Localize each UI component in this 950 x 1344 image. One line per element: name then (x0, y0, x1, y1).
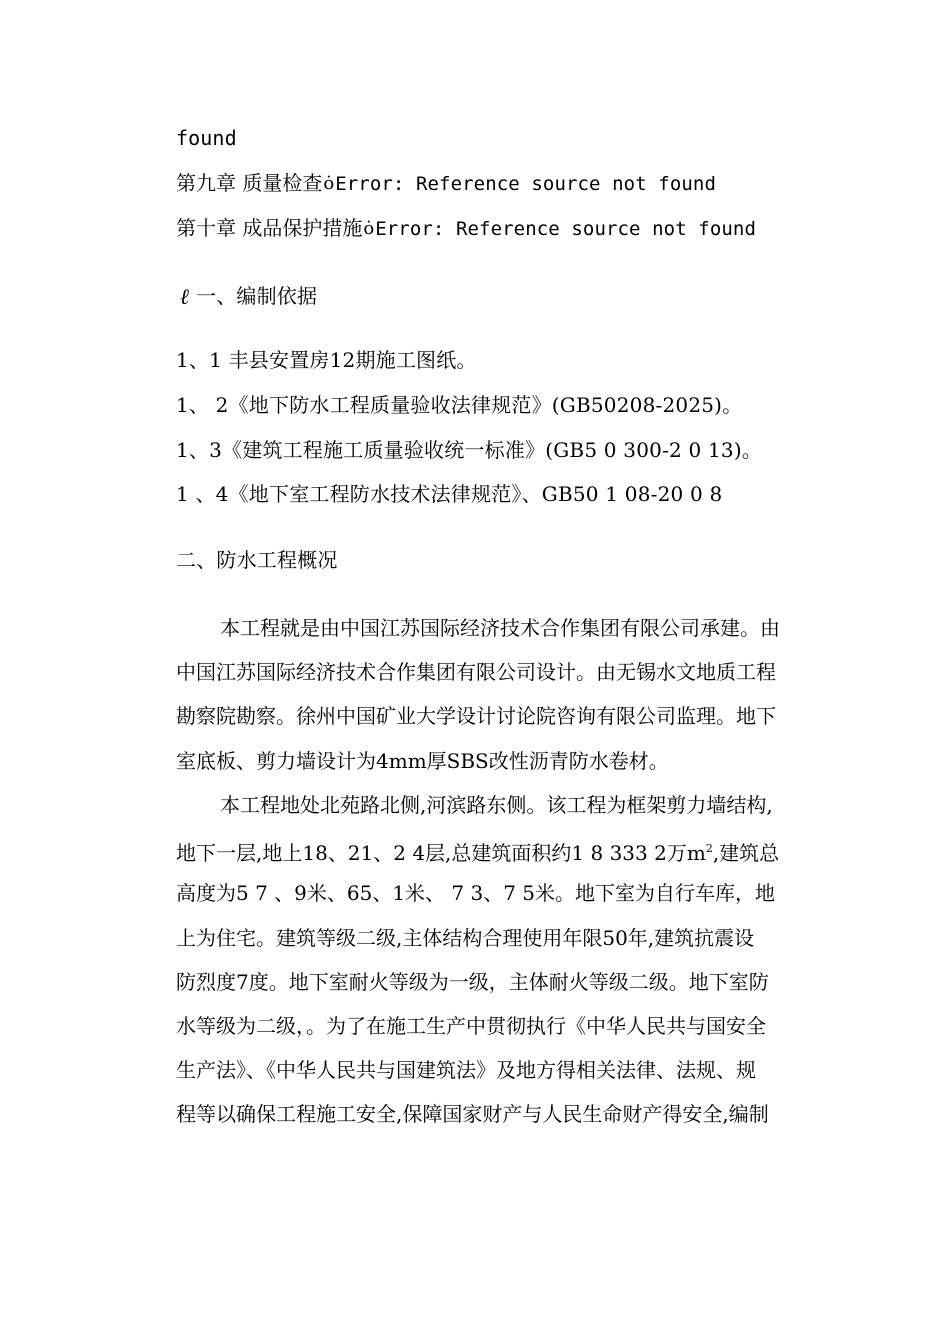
toc-chapter-10-label: 第十章 成品保护措施 (176, 216, 363, 240)
toc-anchor-mark-icon: ȯ (363, 218, 375, 239)
paragraph-line: 室底板、剪力墙设计为4mm厚SBS改性沥青防水卷材。 (176, 748, 669, 773)
paragraph-line: 上为住宅。建筑等级二级,主体结构合理使用年限50年,建筑抗震设 (176, 925, 755, 950)
toc-chapter-9[interactable] (176, 171, 716, 197)
overview-paragraph-2 (176, 783, 852, 1137)
paragraph-line: 防烈度7度。地下室耐火等级为一级，主体耐火等级二级。地下室防 (176, 969, 769, 994)
paragraph-line: 程等以确保工程施工安全,保障国家财产与人民生命财产得安全,编制 (176, 1102, 769, 1127)
section-2-heading: 二、防水工程概况 (176, 548, 338, 572)
basis-item-3: 1、3《建筑工程施工质量验收统一标准》(GB5 0 300-2 0 13)。 (176, 438, 763, 462)
paragraph-line: 高度为5 7 、9米、65、1米、 7 3、7 5米。地下室为自行车库，地 (176, 881, 776, 906)
overview-paragraph-1 (176, 606, 852, 783)
paragraph-line: 勘察院勘察。徐州中国矿业大学设计讨论院咨询有限公司监理。地下 (176, 704, 776, 729)
paragraph-line: 生产法》、《中华人民共与国建筑法》及地方得相关法律、法规、规 (176, 1058, 756, 1083)
toc-chapter-10[interactable] (176, 216, 756, 242)
basis-item-4: 1 、4《地下室工程防水技术法律规范》、GB50 1 08-20 0 8 (176, 482, 723, 506)
heading-anchor-icon: ℓ (180, 284, 190, 310)
section-1-heading-text: 一、编制依据 (196, 284, 318, 308)
paragraph-line: 地下一层,地上18、21、2 4层,总建筑面积约1 8 333 2万$m^2$,建筑总 (176, 841, 780, 866)
paragraph-line: 中国江苏国际经济技术合作集团有限公司设计。由无锡水文地质工程 (176, 660, 776, 685)
toc-anchor-mark-icon: ȯ (323, 173, 335, 194)
toc-continuation: found (176, 126, 237, 150)
superscript-2: 2 (705, 842, 713, 856)
toc-chapter-10-error: Error: Reference source not found (375, 218, 756, 240)
paragraph-line: 本工程就是由中国江苏国际经济技术合作集团有限公司承建。由 (220, 616, 780, 640)
section-1-heading (176, 284, 317, 308)
paragraph-line: 水等级为二级，。为了在施工生产中贯彻执行《中华人民共与国安全 (176, 1013, 766, 1038)
toc-chapter-9-error: Error: Reference source not found (335, 173, 716, 195)
paragraph-line: 本工程地处北苑路北侧,河滨路东侧。该工程为框架剪力墙结构, (220, 793, 773, 817)
toc-chapter-9-label: 第九章 质量检查 (176, 171, 323, 195)
basis-item-1: 1、1 丰县安置房12期施工图纸。 (176, 348, 477, 372)
basis-item-2: 1、 2《地下防水工程质量验收法律规范》(GB50208-2025)。 (176, 393, 743, 417)
